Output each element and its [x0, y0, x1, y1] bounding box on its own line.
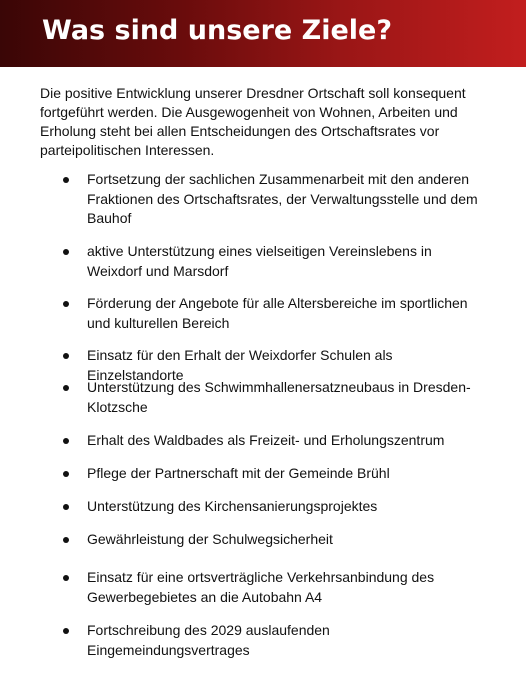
bullet-icon [63, 438, 69, 444]
bullet-icon [63, 504, 69, 510]
page-title: Was sind unsere Ziele? [42, 15, 393, 46]
title-banner [0, 0, 526, 67]
bullet-icon [63, 628, 69, 634]
goal-text: Unterstützung des Kirchensanierungsprojektes [87, 498, 378, 514]
bullet-icon [63, 385, 69, 391]
goal-text: Fortsetzung der sachlichen Zusammenarbeit mit den anderen Fraktionen des Ortschaftsrates, der Verwaltungsstelle und dem Bauhof [87, 171, 478, 226]
intro-paragraph: Die positive Entwicklung unserer Dresdner Ortschaft soll konsequent fortgeführt werden. Die Ausgewogenheit von Wohnen, Arbeiten und Erholung steht bei allen Entscheidungen des Ortschaftsrates vor parteipolitischen Interessen. [40, 85, 466, 158]
bullet-icon [63, 177, 69, 183]
goal-text: Einsatz für eine ortsverträgliche Verkehrsanbindung des Gewerbegebietes an die Autobahn A4 [87, 569, 435, 605]
bullet-icon [63, 575, 69, 581]
goal-text: Erhalt des Waldbades als Freizeit- und Erholungszentrum [87, 432, 445, 448]
goal-text: Einsatz für den Erhalt der Weixdorfer Schulen als Einzelstandorte [87, 347, 393, 383]
goal-text: Gewährleistung der Schulwegsicherheit [87, 531, 333, 547]
bullet-icon [63, 301, 69, 307]
goal-text: Pflege der Partnerschaft mit der Gemeinde Brühl [87, 465, 390, 481]
bullet-icon [63, 471, 69, 477]
bullet-icon [63, 537, 69, 543]
goal-text: Unterstützung des Schwimmhallenersatzneubaus in Dresden-Klotzsche [87, 379, 471, 415]
goal-text: aktive Unterstützung eines vielseitigen Vereinslebens in Weixdorf und Marsdorf [87, 243, 432, 279]
bullet-icon [63, 249, 69, 255]
goal-text: Förderung der Angebote für alle Altersbereiche im sportlichen und kulturellen Bereich [87, 295, 468, 331]
bullet-icon [63, 353, 69, 359]
goal-text: Fortschreibung des 2029 auslaufenden Eingemeindungsvertrages [87, 622, 330, 658]
